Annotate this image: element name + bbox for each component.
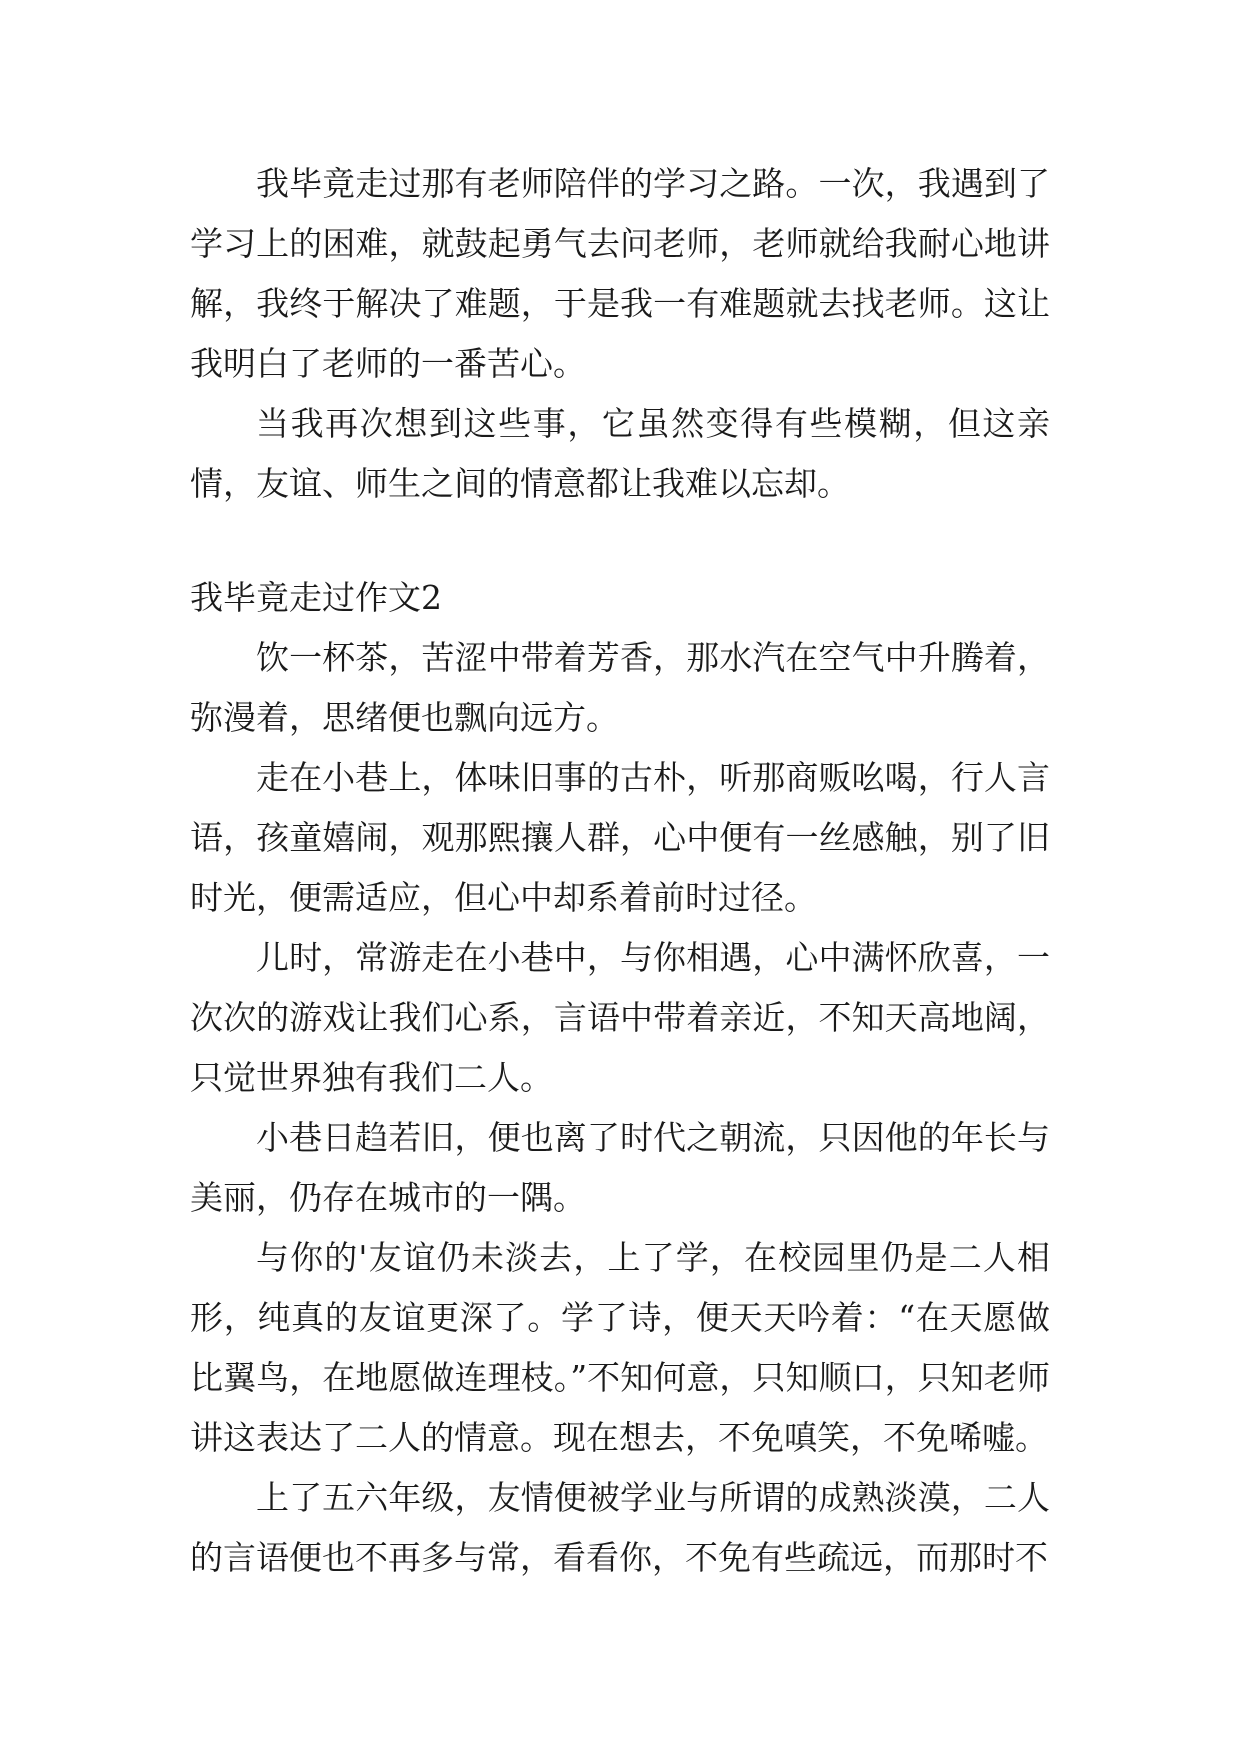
- intro-section: [190, 154, 1050, 514]
- paragraph: 与你的'友谊仍未淡去，上了学，在校园里仍是二人相形，纯真的友谊更深了。学了诗，便天天吟着：“在天愿做比翼鸟，在地愿做连理枝。”不知何意，只知顺口，只知老师讲这表达了二人的情意。现在想去，不免嗔笑，不免唏嘘。: [190, 1238, 1050, 1457]
- essay-title: 我毕竟走过作文2: [190, 578, 442, 617]
- essay-section: [190, 568, 1050, 1588]
- paragraph: 饮一杯茶，苦涩中带着芳香，那水汽在空气中升腾着，弥漫着，思绪便也飘向远方。: [190, 638, 1050, 737]
- paragraph: 上了五六年级，友情便被学业与所谓的成熟淡漠，二人的言语便也不再多与常，看看你，不免有些疏远，而那时不: [190, 1478, 1050, 1577]
- paragraph: 我毕竟走过那有老师陪伴的学习之路。一次，我遇到了学习上的困难，就鼓起勇气去问老师，老师就给我耐心地讲解，我终于解决了难题，于是我一有难题就去找老师。这让我明白了老师的一番苦心。: [190, 164, 1050, 383]
- paragraph: 儿时，常游走在小巷中，与你相遇，心中满怀欣喜，一次次的游戏让我们心系，言语中带着亲近，不知天高地阔，只觉世界独有我们二人。: [190, 938, 1050, 1097]
- paragraph: 走在小巷上，体味旧事的古朴，听那商贩吆喝，行人言语，孩童嬉闹，观那熙攘人群，心中便有一丝感触，别了旧时光，便需适应，但心中却系着前时过径。: [190, 758, 1050, 917]
- paragraph: 当我再次想到这些事，它虽然变得有些模糊，但这亲情，友谊、师生之间的情意都让我难以忘却。: [190, 404, 1050, 503]
- paragraph: 小巷日趋若旧，便也离了时代之朝流，只因他的年长与美丽，仍存在城市的一隅。: [190, 1118, 1050, 1217]
